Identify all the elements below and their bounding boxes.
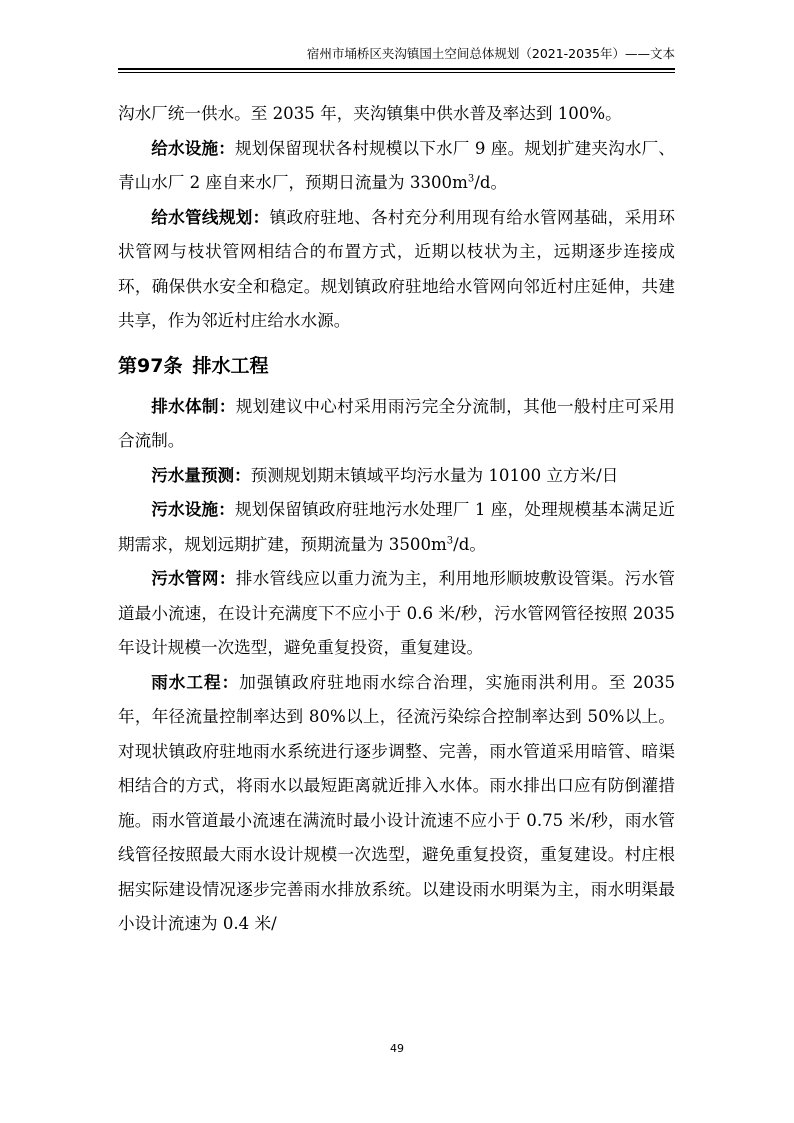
section-heading <box>118 351 675 381</box>
term-sewage-forecast: 污水量预测： <box>151 465 251 485</box>
superscript-cubic: 3 <box>467 173 475 185</box>
page-header <box>118 46 675 73</box>
term-water-pipeline-planning: 给水管线规划： <box>151 207 270 227</box>
paragraph-water-facilities <box>118 132 675 201</box>
paragraph-rainwater-engineering <box>118 666 675 942</box>
document-title: 宿州市埇桥区夹沟镇国土空间总体规划（2021-2035年）——文本 <box>306 46 675 61</box>
text-sewage-network: 排水管线应以重力流为主，利用地形顺坡敷设管渠。污水管道最小流速，在设计充满度下不应小于 0.6 米/秒，污水管网管径按照 2035 年设计规模一次选型，避免重复投资，重复建设。 <box>118 569 676 657</box>
term-sewage-network: 污水管网： <box>151 569 236 588</box>
paragraph-sewage-network <box>118 562 675 666</box>
text-rainwater-engineering: 加强镇政府驻地雨水综合治理，实施雨洪利用。至 2035 年，年径流量控制率达到 80%以上，径流污染综合控制率达到 50%以上。对现状镇政府驻地雨水系统进行逐步调整、完善，雨水管道采用暗管、暗渠相结合的方式，将雨水以最短距离就近排入水体。雨水排出口应有防倒灌措施。雨水管道最小流速在满流时最小设计流速不应小于 0.75 米/秒，雨水管线管径按照最大雨水设计规模一次选型，避免重复投资，重复建设。村庄根据实际建设情况逐步完善雨水排放系统。以建设雨水明渠为主，雨水明渠最小设计流速为 0.4 米/ <box>118 672 676 933</box>
term-sewage-facilities: 污水设施： <box>151 500 235 519</box>
document-body <box>118 97 675 942</box>
superscript-cubic: 3 <box>446 534 454 546</box>
text-water-facilities: 规划保留现状各村规模以下水厂 9 座。规划扩建夹沟水厂、青山水厂 2 座自来水厂，预期日流量为 3300m <box>118 138 676 192</box>
text-sewage-forecast: 预测规划期末镇域平均污水量为 10100 立方米/日 <box>250 465 619 485</box>
paragraph-sewage-facilities <box>118 493 675 562</box>
paragraph-sewage-forecast <box>118 459 675 494</box>
text-water-pipeline-planning: 镇政府驻地、各村充分利用现有给水管网基础，采用环状管网与枝状管网相结合的布置方式，近期以枝状为主，远期逐步连接成环，确保供水安全和稳定。规划镇政府驻地给水管网向邻近村庄延伸，共建共享，作为邻近村庄给水水源。 <box>118 207 676 330</box>
term-rainwater-engineering: 雨水工程： <box>151 672 240 692</box>
section-number: 第97条 <box>118 354 183 377</box>
text-water-facilities-tail: /d。 <box>474 173 508 192</box>
text-sewage-facilities-tail: /d。 <box>453 534 486 554</box>
text-sewage-facilities: 规划保留镇政府驻地污水处理厂 1 座，处理规模基本满足近期需求，规划远期扩建，预期流量为 3500m <box>118 500 676 554</box>
text-drainage-system: 规划建议中心村采用雨污完全分流制，其他一般村庄可采用合流制。 <box>118 396 676 450</box>
header-rule-thick <box>118 68 675 70</box>
paragraph-water-supply-continued: 沟水厂统一供水。至 2035 年，夹沟镇集中供水普及率达到 100%。 <box>118 104 622 123</box>
section-title: 排水工程 <box>192 354 269 377</box>
paragraph-water-pipeline-planning <box>118 201 675 339</box>
paragraph-drainage-system <box>118 390 675 459</box>
term-drainage-system: 排水体制： <box>151 396 236 416</box>
header-rule-thin <box>118 72 675 73</box>
term-water-facilities: 给水设施： <box>151 138 235 158</box>
page-number: 49 <box>390 1042 404 1055</box>
